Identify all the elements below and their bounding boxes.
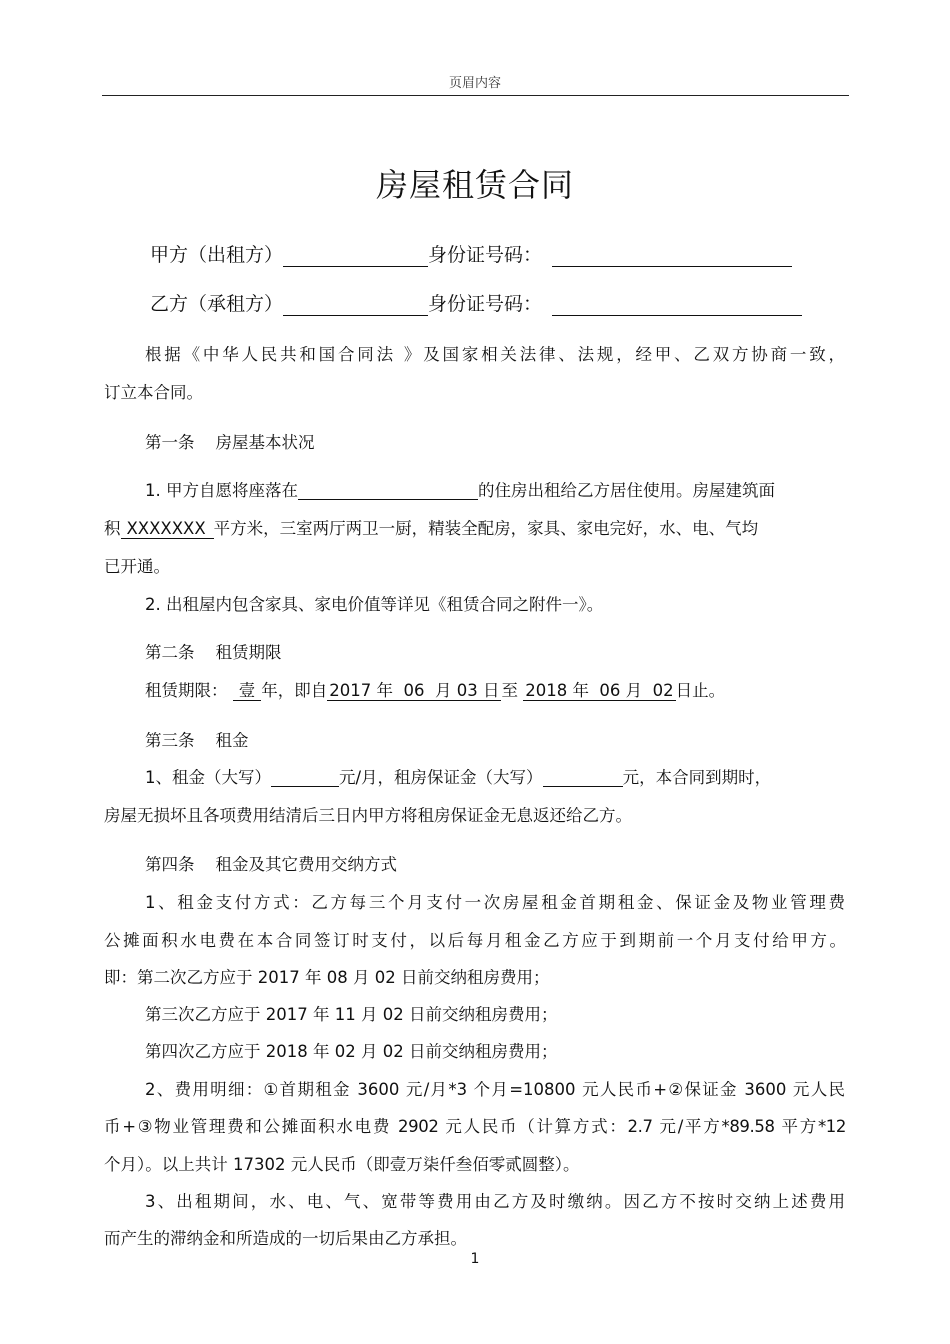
article-1-p1-line2	[104, 515, 846, 539]
end-date: 2018 年 06 月 02	[525, 681, 674, 700]
article-3-p1-a: 1、租金（大写）	[145, 768, 271, 787]
article-1-p1-line3: 已开通。	[104, 557, 170, 576]
article-4-line: 第四次乙方应于 2018 年 02 月 02 日前交纳租房费用；	[145, 1042, 558, 1061]
article-3-p1-line2: 房屋无损坏且各项费用结清后三日内甲方将租房保证金无息返还给乙方。	[104, 806, 632, 825]
article-4-line: 个月）。以上共计 17302 元人民币（即壹万柒仟叁佰零贰圆整）。	[104, 1155, 580, 1174]
term-mid: 年，即自	[261, 681, 328, 700]
intro-line-2: 订立本合同。	[104, 383, 203, 402]
party-b-id-label: 身份证号码：	[428, 293, 543, 315]
article-3-p1-line1	[145, 764, 845, 788]
article-1-p2: 2. 出租屋内包含家具、家电价值等详见《租赁合同之附件一》。	[145, 595, 604, 614]
page-header: 页眉内容	[448, 76, 501, 91]
party-a-row	[150, 240, 792, 267]
article-4-line: 2、费用明细：①首期租金 3600 元/月*3 个月=10800 元人民币+②保证金 3600 元人民	[145, 1080, 845, 1099]
article-4-line: 而产生的滞纳金和所造成的一切后果由乙方承担。	[104, 1229, 467, 1248]
article-2-heading: 第二条 租赁期限	[145, 643, 282, 662]
party-a-name-blank	[283, 244, 428, 267]
term-label: 租赁期限：	[145, 681, 228, 700]
party-b-label: 乙方（承租方）	[150, 293, 284, 315]
article-3-p1-c: 元，本合同到期时，	[622, 768, 772, 787]
article-4-line: 3、出租期间，水、电、气、宽带等费用由乙方及时缴纳。因乙方不按时交纳上述费用	[145, 1192, 845, 1211]
start-date: 2017 年 06 月 03 日	[329, 681, 500, 700]
article-4-line: 币+③物业管理费和公摊面积水电费 2902 元人民币（计算方式：2.7 元/平方*89.58 平方*12	[104, 1117, 846, 1136]
intro-line-1: 根据《中华人民共和国合同法 》及国家相关法律、法规，经甲、乙双方协商一致，	[145, 345, 845, 364]
article-1-p1-d: 平方米，三室两厅两卫一厨，精装全配房，家具、家电完好，水、电、气均	[213, 519, 759, 538]
page-number: 1	[470, 1251, 480, 1267]
article-4-line: 1、租金支付方式：乙方每三个月支付一次房屋租金首期租金、保证金及物业管理费	[145, 893, 845, 912]
party-b-name-blank	[283, 293, 428, 316]
party-a-id-blank	[552, 244, 792, 267]
article-4-heading: 第四条 租金及其它费用交纳方式	[145, 855, 397, 874]
term-end: 日止。	[675, 681, 726, 700]
party-a-label: 甲方（出租方）	[150, 244, 284, 266]
area-value: XXXXXXX	[121, 519, 214, 539]
article-1-p1-c: 积	[104, 519, 121, 538]
header-rule	[102, 95, 849, 96]
party-b-id-blank	[552, 293, 802, 316]
term-years: 壹	[233, 681, 262, 701]
article-3-p1-b: 元/月，租房保证金（大写）	[339, 768, 543, 787]
document-title: 房屋租赁合同	[375, 166, 574, 204]
article-1-p1-line1	[145, 477, 845, 501]
article-2-term	[145, 677, 845, 701]
article-3-heading: 第三条 租金	[145, 731, 249, 750]
article-1-p1-b: 的住房出租给乙方居住使用。房屋建筑面	[478, 481, 775, 500]
party-b-row	[150, 289, 802, 316]
address-blank	[298, 481, 478, 500]
article-4-line: 公摊面积水电费在本合同签订时支付，以后每月租金乙方应于到期前一个月支付给甲方。	[104, 931, 846, 950]
article-4-line: 第三次乙方应于 2017 年 11 月 02 日前交纳租房费用；	[145, 1005, 558, 1024]
deposit-blank	[543, 768, 623, 787]
rent-blank	[271, 768, 339, 787]
party-a-id-label: 身份证号码：	[428, 244, 543, 266]
article-4-line: 即：第二次乙方应于 2017 年 08 月 02 日前交纳租房费用；	[104, 968, 550, 987]
term-to: 至	[501, 681, 518, 700]
article-1-p1-a: 1. 甲方自愿将座落在	[145, 481, 298, 500]
article-1-heading: 第一条 房屋基本状况	[145, 433, 315, 452]
